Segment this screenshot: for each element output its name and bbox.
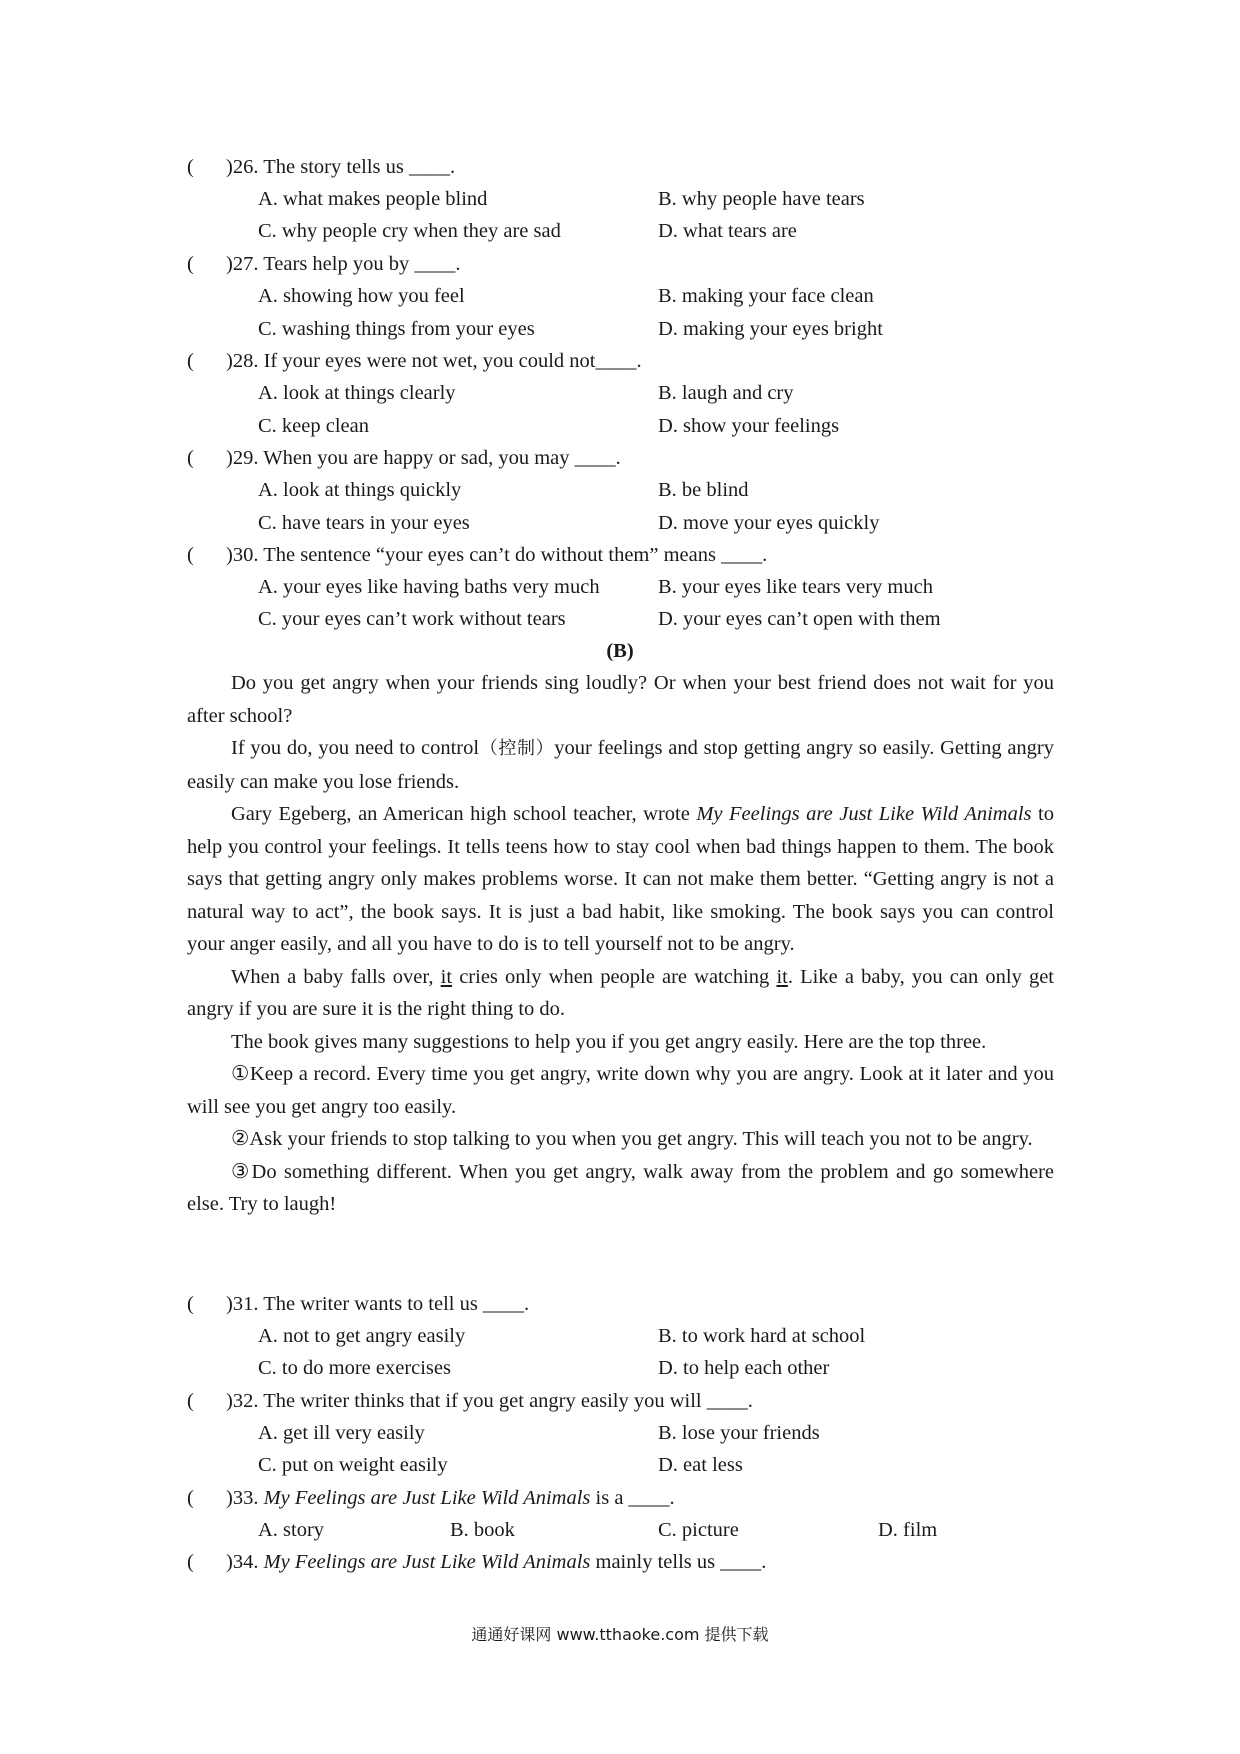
option-d[interactable]: D. to help each other — [658, 1357, 830, 1379]
option-a[interactable]: A. get ill very easily — [258, 1422, 425, 1444]
question-stem — [226, 346, 642, 376]
question-number: )32. — [226, 1390, 259, 1412]
page-footer: 通通好课网 www.tthaoke.com 提供下载 — [471, 1625, 769, 1644]
option-c[interactable]: C. picture — [658, 1519, 739, 1541]
answer-blank[interactable]: ( — [187, 253, 194, 275]
answer-blank[interactable]: ( — [187, 1487, 194, 1509]
option-c[interactable]: C. keep clean — [258, 415, 369, 437]
question-stem — [226, 1483, 675, 1513]
passage-paragraph: The book gives many suggestions to help you if you get angry easily. Here are the top three. — [231, 1030, 987, 1053]
book-title: My Feelings are Just Like Wild Animals — [263, 1551, 591, 1573]
option-d[interactable]: D. what tears are — [658, 220, 797, 242]
option-b[interactable]: B. making your face clean — [658, 285, 874, 307]
passage-paragraph: ②Ask your friends to stop talking to you when you get angry. This will teach you not to be angry. — [231, 1128, 1033, 1150]
option-d[interactable]: D. move your eyes quickly — [658, 512, 880, 534]
question-text: If your eyes were not wet, you could not____. — [263, 350, 642, 372]
underlined-word: it — [776, 965, 788, 988]
question-stem — [226, 443, 621, 473]
book-title: My Feelings are Just Like Wild Animals — [263, 1487, 591, 1509]
option-b[interactable]: B. lose your friends — [658, 1422, 820, 1444]
question-number: )33. — [226, 1487, 259, 1509]
option-d[interactable]: D. making your eyes bright — [658, 318, 883, 340]
option-b[interactable]: B. your eyes like tears very much — [658, 576, 933, 598]
option-d[interactable]: D. your eyes can’t open with them — [658, 608, 941, 630]
question-number: )30. — [226, 544, 259, 566]
option-b[interactable]: B. to work hard at school — [658, 1325, 866, 1347]
option-c[interactable]: C. your eyes can’t work without tears — [258, 608, 566, 630]
answer-blank[interactable]: ( — [187, 156, 194, 178]
question-number: )34. — [226, 1551, 259, 1573]
option-c[interactable]: C. put on weight easily — [258, 1454, 448, 1476]
passage-paragraph: ①Keep a record. Every time you get angry, write down why you are angry. Look at it later and you will see you get angry too easily. — [187, 1063, 1054, 1118]
question-text: The writer wants to tell us ____. — [263, 1293, 530, 1315]
underlined-word: it — [440, 965, 453, 988]
question-stem — [226, 249, 460, 279]
question-number: )27. — [226, 253, 259, 275]
option-a[interactable]: A. showing how you feel — [258, 285, 465, 307]
section-b-heading: (B) — [606, 640, 634, 662]
answer-blank[interactable]: ( — [187, 1551, 194, 1573]
option-a[interactable]: A. look at things quickly — [258, 479, 462, 501]
question-text: The story tells us ____. — [263, 156, 456, 178]
option-b[interactable]: B. why people have tears — [658, 188, 865, 210]
question-number: )28. — [226, 350, 259, 372]
option-a[interactable]: A. story — [258, 1519, 325, 1541]
book-title: My Feelings are Just Like Wild Animals — [696, 803, 1032, 825]
question-number: )26. — [226, 156, 259, 178]
option-d[interactable]: D. eat less — [658, 1454, 743, 1476]
option-c[interactable]: C. to do more exercises — [258, 1357, 451, 1379]
question-stem — [226, 540, 767, 570]
question-stem — [226, 1289, 529, 1319]
answer-blank[interactable]: ( — [187, 350, 194, 372]
question-text: The sentence “your eyes can’t do without them” means ____. — [263, 544, 768, 566]
chinese-gloss: （控制） — [479, 738, 555, 759]
question-number: )29. — [226, 447, 259, 469]
option-a[interactable]: A. what makes people blind — [258, 188, 488, 210]
passage-paragraph: ③Do something different. When you get angry, walk away from the problem and go somewhere else. Try to laugh! — [187, 1160, 1054, 1215]
answer-blank[interactable]: ( — [187, 544, 194, 566]
option-d[interactable]: D. show your feelings — [658, 415, 840, 437]
option-b[interactable]: B. be blind — [658, 479, 749, 501]
passage-paragraph: When a baby falls over, it cries only when people are watching it. Like a baby, you can only get angry if you are sure it is the right thing to do. — [187, 965, 1055, 1020]
option-b[interactable]: B. laugh and cry — [658, 382, 794, 404]
passage-paragraph: Gary Egeberg, an American high school teacher, wrote My Feelings are Just Like Wild Animals to help you control your feelings. It tells teens how to stay cool when bad things happen to them. The book says that getting angry only makes problems worse. It can not make them better. “Getting angry is not a natural way to act”, the book says. It is just a bad habit, like smoking. The book says you can control your anger easily, and all you have to do is to tell yourself not to be angry. — [187, 803, 1054, 955]
reading-passage — [187, 667, 1054, 1221]
option-c[interactable]: C. washing things from your eyes — [258, 318, 535, 340]
option-c[interactable]: C. have tears in your eyes — [258, 512, 470, 534]
answer-blank[interactable]: ( — [187, 447, 194, 469]
option-a[interactable]: A. not to get angry easily — [258, 1325, 466, 1347]
question-text: Tears help you by ____. — [263, 253, 461, 275]
question-text: The writer thinks that if you get angry easily you will ____. — [263, 1390, 753, 1412]
answer-blank[interactable]: ( — [187, 1390, 194, 1412]
question-stem — [226, 1386, 753, 1416]
question-text: is a ____. — [590, 1487, 675, 1509]
option-c[interactable]: C. why people cry when they are sad — [258, 220, 561, 242]
question-stem — [226, 1547, 766, 1577]
option-a[interactable]: A. your eyes like having baths very much — [258, 576, 600, 598]
passage-paragraph: If you do, you need to control（控制）your feelings and stop getting angry so easily. Getting angry easily can make you lose friends. — [187, 737, 1055, 793]
question-text: mainly tells us ____. — [590, 1551, 767, 1573]
question-number: )31. — [226, 1293, 259, 1315]
question-stem — [226, 152, 455, 182]
option-a[interactable]: A. look at things clearly — [258, 382, 456, 404]
option-b[interactable]: B. book — [450, 1519, 515, 1541]
passage-paragraph: Do you get angry when your friends sing loudly? Or when your best friend does not wait for you after school? — [187, 672, 1054, 727]
answer-blank[interactable]: ( — [187, 1293, 194, 1315]
option-d[interactable]: D. film — [878, 1519, 938, 1541]
question-text: When you are happy or sad, you may ____. — [263, 447, 621, 469]
